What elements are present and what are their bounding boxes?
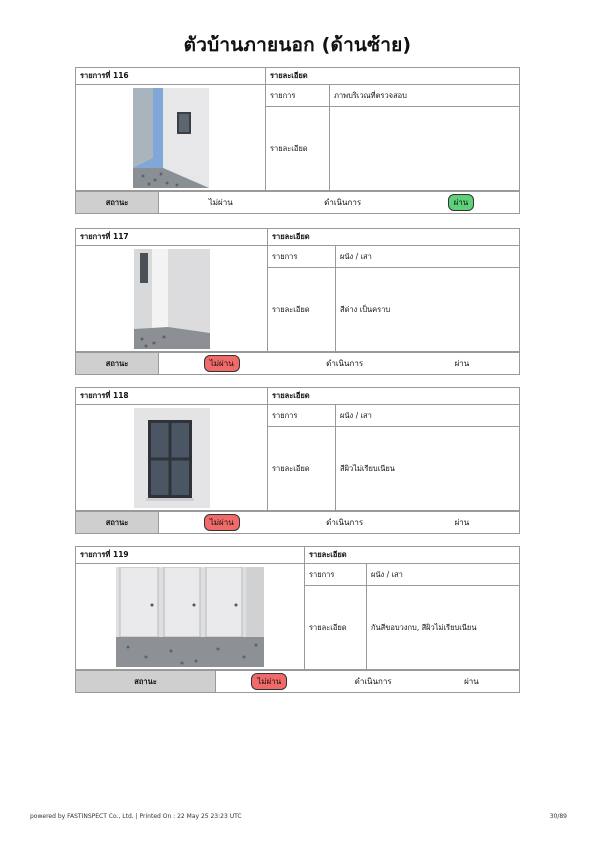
item-header: รายการที่ 119 — [76, 547, 305, 564]
photo-cell — [76, 85, 266, 191]
item-value: ผนัง / เสา — [336, 246, 520, 268]
status-pass-option[interactable]: ผ่าน — [454, 518, 470, 527]
detail-label: รายละเอียด — [268, 427, 336, 511]
alley-side-wall-icon — [133, 88, 209, 188]
item-value: ผนัง / เสา — [336, 405, 520, 427]
photo-cell — [76, 564, 305, 670]
status-fail-option[interactable]: ไม่ผ่าน — [204, 514, 240, 531]
status-label: สถานะ — [76, 353, 159, 375]
detail-value: สีผิวไม่เรียบเนียน — [336, 427, 520, 511]
page-title: ตัวบ้านภายนอก (ด้านซ้าย) — [183, 34, 412, 56]
item-header: รายการที่ 118 — [76, 388, 268, 405]
status-in-progress-option[interactable]: ดำเนินการ — [326, 359, 364, 368]
detail-header: รายละเอียด — [266, 68, 520, 85]
photo-cell — [76, 246, 268, 352]
item-label: รายการ — [268, 246, 336, 268]
inspection-item-117 — [75, 228, 520, 375]
detail-value: กันสีขอบวงกบ, สีผิวไม่เรียบเนียน — [367, 586, 520, 670]
status-in-progress-option[interactable]: ดำเนินการ — [324, 198, 362, 207]
wall-corner-icon — [134, 249, 210, 349]
status-fail-option[interactable]: ไม่ผ่าน — [208, 198, 233, 207]
detail-label: รายละเอียด — [268, 268, 336, 352]
status-label: สถานะ — [76, 671, 216, 693]
detail-label: รายละเอียด — [305, 586, 367, 670]
status-label: สถานะ — [76, 192, 159, 214]
detail-value — [330, 107, 520, 191]
inspection-item-116 — [75, 67, 520, 214]
footer-printed-info: powered by FASTINSPECT Co., Ltd. | Printed On : 22 May 25 23:23 UTC — [30, 813, 242, 820]
detail-header: รายละเอียด — [268, 388, 520, 405]
window-icon — [134, 408, 210, 508]
detail-label: รายละเอียด — [266, 107, 330, 191]
status-pass-option[interactable]: ผ่าน — [464, 677, 479, 686]
detail-value: สีด่าง เป็นคราบ — [336, 268, 520, 352]
status-fail-option[interactable]: ไม่ผ่าน — [204, 355, 240, 372]
item-value: ผนัง / เสา — [367, 564, 520, 586]
status-in-progress-option[interactable]: ดำเนินการ — [326, 518, 364, 527]
status-pass-option[interactable]: ผ่าน — [454, 359, 470, 368]
item-header: รายการที่ 116 — [76, 68, 266, 85]
status-in-progress-option[interactable]: ดำเนินการ — [354, 677, 392, 686]
inspection-item-118 — [75, 387, 520, 534]
status-pass-option[interactable]: ผ่าน — [448, 194, 475, 211]
item-label: รายการ — [268, 405, 336, 427]
item-label: รายการ — [305, 564, 367, 586]
inspection-item-119 — [75, 546, 520, 693]
item-value: ภาพบริเวณที่ตรวจสอบ — [330, 85, 520, 107]
status-label: สถานะ — [76, 512, 159, 534]
detail-header: รายละเอียด — [305, 547, 520, 564]
photo-cell — [76, 405, 268, 511]
item-label: รายการ — [266, 85, 330, 107]
doors-icon — [116, 567, 264, 667]
item-header: รายการที่ 117 — [76, 229, 268, 246]
status-fail-option[interactable]: ไม่ผ่าน — [251, 673, 287, 690]
page-number: 30/89 — [549, 813, 567, 820]
detail-header: รายละเอียด — [268, 229, 520, 246]
